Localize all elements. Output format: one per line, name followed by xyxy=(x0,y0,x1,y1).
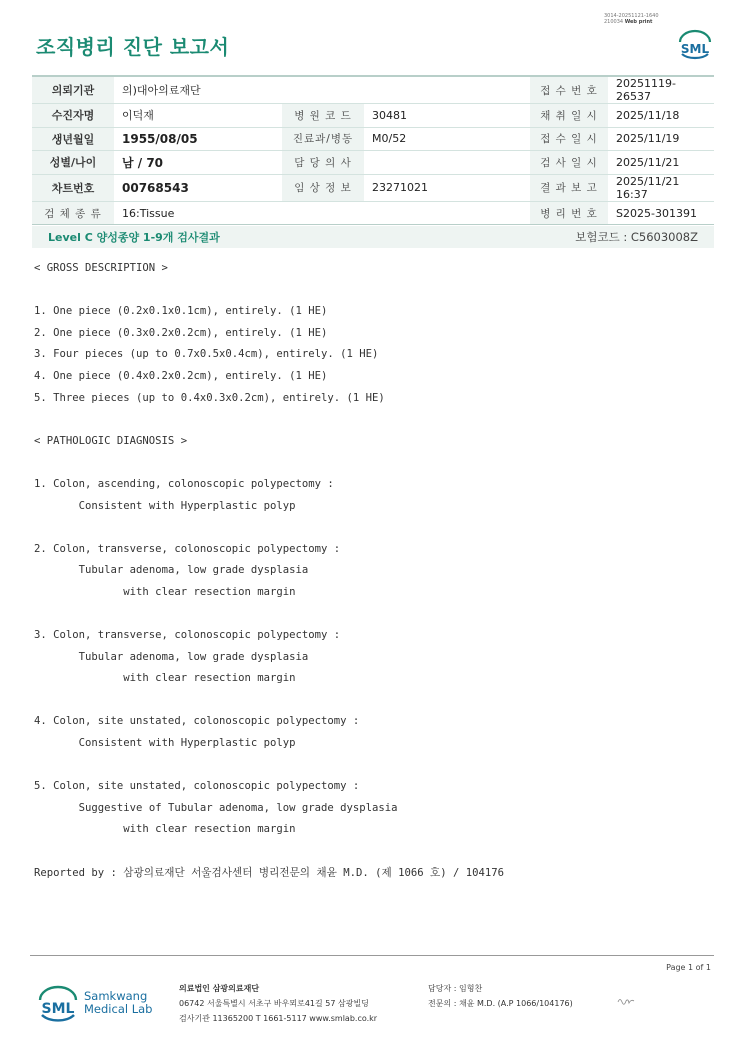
gross-item-4: 4. One piece (0.4x0.2x0.2cm), entirely. (1 HE) xyxy=(34,369,328,382)
brand-line-1: Samkwang xyxy=(84,989,148,1003)
collect-date-label: 채 취 일 시 xyxy=(530,104,608,128)
report-date-label: 결 과 보 고 xyxy=(530,174,608,201)
doctor-label: 담 당 의 사 xyxy=(282,151,364,175)
receive-date-label: 접 수 일 시 xyxy=(530,127,608,151)
print-stamp xyxy=(604,13,659,25)
svg-text:SML: SML xyxy=(680,42,710,56)
page-number: Page 1 of 1 xyxy=(666,963,711,972)
gross-header: < GROSS DESCRIPTION > xyxy=(34,262,168,274)
diagnosis-margin-2: with clear resection margin xyxy=(123,585,296,598)
print-code: 210034 xyxy=(604,19,624,25)
clinical-value: 23271021 xyxy=(364,174,530,201)
org-name: 의료법인 삼광의료재단 xyxy=(179,984,260,993)
report-body xyxy=(34,258,504,884)
clinical-label: 임 상 정 보 xyxy=(282,174,364,201)
dob-label: 생년월일 xyxy=(32,127,114,151)
dept-value: M0/52 xyxy=(364,127,530,151)
exam-date-label: 검 사 일 시 xyxy=(530,151,608,175)
table-row xyxy=(32,104,714,128)
hospital-code-label: 병 원 코 드 xyxy=(282,104,364,128)
chart-label: 차트번호 xyxy=(32,174,114,201)
gross-item-1: 1. One piece (0.2x0.1x0.1cm), entirely. (1 HE) xyxy=(34,305,328,318)
diagnosis-site-5: 5. Colon, site unstated, colonoscopic polypectomy : xyxy=(34,780,360,793)
path-no-value: S2025-301391 xyxy=(608,201,714,225)
web-print-label: Web print xyxy=(624,19,653,25)
brand-name xyxy=(84,990,152,1016)
patient-label: 수진자명 xyxy=(32,104,114,128)
specialist-name: 채윤 M.D. (A.P 1066/104176) xyxy=(458,999,573,1008)
patient-value: 이덕재 xyxy=(114,104,282,128)
diagnosis-header: < PATHOLOGIC DIAGNOSIS > xyxy=(34,434,188,447)
institution-label: 의뢰기관 xyxy=(32,76,114,104)
result-section-header xyxy=(32,226,714,248)
staff-label: 담당자 : xyxy=(428,984,457,993)
report-date-value: 2025/11/21 16:37 xyxy=(608,174,714,201)
staff-name: 임형찬 xyxy=(458,984,483,993)
section-title: Level C 양성종양 1-9개 검사결과 xyxy=(48,231,220,244)
table-row xyxy=(32,127,714,151)
svg-text:SML: SML xyxy=(41,1001,75,1017)
print-id: 3014-20251121-1640 xyxy=(604,13,659,19)
accession-label: 접 수 번 호 xyxy=(530,76,608,104)
dob-value: 1955/08/05 xyxy=(114,127,282,151)
diagnosis-site-1: 1. Colon, ascending, colonoscopic polypectomy : xyxy=(34,477,334,490)
specimen-value: 16:Tissue xyxy=(114,201,530,225)
dept-label: 진료과/병동 xyxy=(282,127,364,151)
table-row xyxy=(32,201,714,225)
table-row xyxy=(32,76,714,104)
diagnosis-site-3: 3. Colon, transverse, colonoscopic polypectomy : xyxy=(34,629,341,642)
patient-info-table xyxy=(32,75,714,225)
brand-line-2: Medical Lab xyxy=(84,1002,153,1016)
sex-age-value: 남 / 70 xyxy=(114,151,282,175)
org-address: 06742 서울특별시 서초구 바우뫼로41길 57 삼광빌딩 xyxy=(179,999,369,1008)
gross-item-5: 5. Three pieces (up to 0.4x0.3x0.2cm), entirely. (1 HE) xyxy=(34,391,385,404)
diagnosis-finding-5: Suggestive of Tubular adenoma, low grade dysplasia xyxy=(78,801,398,814)
table-row xyxy=(32,151,714,175)
collect-date-value: 2025/11/18 xyxy=(608,104,714,128)
insurance-code: 보험코드 : C5603008Z xyxy=(575,230,698,244)
gross-item-2: 2. One piece (0.3x0.2x0.2cm), entirely. (1 HE) xyxy=(34,326,328,339)
receive-date-value: 2025/11/19 xyxy=(608,127,714,151)
diagnosis-site-2: 2. Colon, transverse, colonoscopic polypectomy : xyxy=(34,542,341,555)
hospital-code-value: 30481 xyxy=(364,104,530,128)
report-title: 조직병리 진단 보고서 xyxy=(36,35,230,59)
institution-value: 의)대아의료재단 xyxy=(114,76,530,104)
sml-logo-icon xyxy=(676,28,714,62)
doctor-value xyxy=(364,151,530,175)
chart-value: 00768543 xyxy=(114,174,282,201)
accession-value: 20251119-26537 xyxy=(608,76,714,104)
table-row xyxy=(32,174,714,201)
org-contact: 검사기관 11365200 T 1661-5117 www.smlab.co.kr xyxy=(179,1014,378,1023)
diagnosis-margin-5: with clear resection margin xyxy=(123,823,296,836)
sml-footer-logo-icon xyxy=(36,983,80,1025)
diagnosis-finding-3: Tubular adenoma, low grade dysplasia xyxy=(78,650,309,663)
reported-by: Reported by : 삼광의료재단 서울검사센터 병리전문의 채윤 M.D. (제 1066 호) / 104176 xyxy=(34,866,505,879)
exam-date-value: 2025/11/21 xyxy=(608,151,714,175)
gross-item-3: 3. Four pieces (up to 0.7x0.5x0.4cm), entirely. (1 HE) xyxy=(34,348,379,361)
diagnosis-margin-3: with clear resection margin xyxy=(123,672,296,685)
footer-divider xyxy=(30,955,714,956)
org-info xyxy=(179,981,377,1026)
sex-age-label: 성별/나이 xyxy=(32,151,114,175)
diagnosis-finding-2: Tubular adenoma, low grade dysplasia xyxy=(78,564,309,577)
signature-icon xyxy=(617,996,635,1006)
specialist-label: 전문의 : xyxy=(428,999,457,1008)
path-no-label: 병 리 번 호 xyxy=(530,201,608,225)
diagnosis-site-4: 4. Colon, site unstated, colonoscopic polypectomy : xyxy=(34,715,360,728)
diagnosis-finding-4: Consistent with Hyperplastic polyp xyxy=(78,737,296,750)
staff-info xyxy=(428,981,573,1011)
specimen-label: 검 체 종 류 xyxy=(32,201,114,225)
diagnosis-finding-1: Consistent with Hyperplastic polyp xyxy=(78,499,296,512)
